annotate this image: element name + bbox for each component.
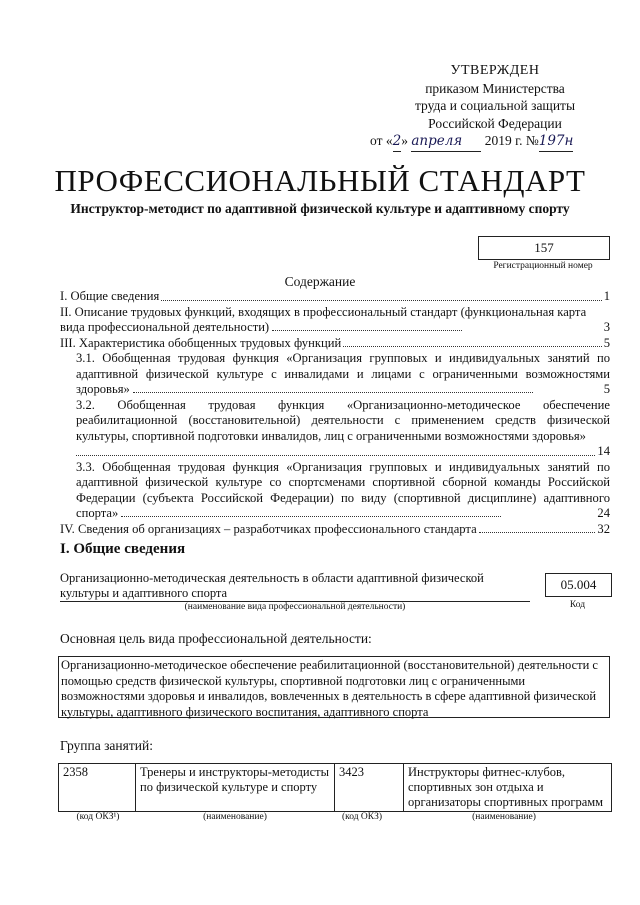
approval-line-2: приказом Министерства: [425, 80, 565, 96]
occupation-group-table: [58, 763, 612, 812]
approval-date-line: [360, 132, 630, 152]
toc-item-page: 3: [603, 320, 610, 334]
toc-item[interactable]: [60, 289, 610, 305]
toc-title: Содержание: [284, 274, 356, 289]
toc-item-text: IV. Сведения об организациях – разработчиках профессионального стандарта: [60, 521, 477, 536]
okz-name-cell: Тренеры и инструкторы-методисты по физической культуре и спорту: [136, 764, 335, 812]
approval-line-3: труда и социальной защиты: [414, 98, 576, 113]
toc-item-page: 14: [597, 444, 610, 458]
date-year: 2019 г. №: [484, 133, 539, 148]
caption-name-2: (наименование): [472, 812, 536, 822]
okz-code-cell: 3423: [335, 764, 404, 812]
okz-code-cell: 2358: [59, 764, 136, 812]
date-mid: »: [401, 133, 408, 148]
toc-item-page: 5: [603, 382, 610, 396]
toc-item[interactable]: [60, 336, 610, 352]
toc-item-page: 24: [597, 506, 610, 520]
toc-item[interactable]: [60, 398, 610, 460]
table-of-contents: [60, 289, 610, 537]
approval-title: УТВЕРЖДЕН: [450, 63, 540, 78]
activity-kind-caption: (наименование вида профессиональной деятельности): [184, 602, 406, 612]
date-prefix: от «: [370, 133, 393, 148]
toc-item[interactable]: [60, 305, 610, 336]
caption-name-1: (наименование): [203, 812, 267, 822]
toc-item-page: 32: [597, 521, 610, 536]
date-month: апреля: [411, 133, 481, 152]
date-day: 2: [393, 133, 402, 152]
section-heading: I. Общие сведения: [60, 541, 186, 557]
goal-label: Основная цель вида профессиональной деятельности:: [60, 631, 372, 646]
toc-item[interactable]: [60, 522, 610, 538]
goal-text: Организационно-методическое обеспечение реабилитационной (восстановительной) деятельности с помощью средств физической культуры, спортивной подготовки лиц с ограниченными возможностями здоровья и инвалидов, вовлеченных в деятельность в сфере адаптивной физической культуры, адаптивного физического воспитания, адаптивного спорта: [58, 656, 610, 718]
toc-item[interactable]: [60, 351, 610, 398]
registration-number: 157: [478, 236, 610, 260]
activity-code-caption: Код: [569, 600, 586, 610]
document-title: ПРОФЕССИОНАЛЬНЫЙ СТАНДАРТ: [54, 163, 586, 198]
toc-item-text: 3.1. Обобщенная трудовая функция «Организация групповых и индивидуальных занятий по адаптивной физической культуре с инвалидами и лицами с ограниченными возможностями здоровья»: [76, 351, 610, 396]
toc-item-text: 3.3. Обобщенная трудовая функция «Организация групповых и индивидуальных занятий по адаптивной физической культуре со спортсменами спортивной сборной команды Российской Федерации (субъекта Российской Федерации) по виду (спортивной дисциплине) адаптивного спорта»: [76, 459, 610, 520]
activity-code: 05.004: [545, 573, 612, 597]
activity-kind-name: Организационно-методическая деятельность в области адаптивной физической культуры и адаптивного спорта: [60, 571, 484, 600]
table-row: [59, 764, 612, 812]
group-label: Группа занятий:: [60, 738, 153, 753]
toc-item-page: 5: [603, 335, 610, 350]
toc-item-text: III. Характеристика обобщенных трудовых функций: [60, 335, 342, 350]
toc-item-text: I. Общие сведения: [60, 289, 160, 303]
registration-label: Регистрационный номер: [493, 261, 593, 271]
toc-item[interactable]: [60, 460, 610, 522]
approval-block: [360, 62, 630, 152]
toc-item-text: 3.2. Обобщенная трудовая функция «Организационно-методическое обеспечение реабилитационной (восстановительной) деятельности с применением средств физической культуры, спортивной подготовки инвалидов, лиц с ограниченными возможностями здоровья»: [76, 397, 610, 443]
caption-code-1: (код ОКЗ¹): [76, 812, 120, 822]
order-number: 197н: [539, 133, 574, 152]
okz-name-cell: Инструкторы фитнес-клубов, спортивных зон отдыха и организаторы спортивных программ: [404, 764, 612, 812]
caption-code-2: (код ОКЗ): [341, 812, 383, 822]
document-subtitle: Инструктор-методист по адаптивной физической культуре и адаптивному спорту: [70, 201, 570, 216]
toc-item-page: 1: [603, 289, 610, 303]
approval-line-4: Российской Федерации: [428, 115, 562, 131]
toc-item-text: II. Описание трудовых функций, входящих в профессиональный стандарт (функциональная карта вида профессиональной деятельности): [60, 304, 587, 334]
